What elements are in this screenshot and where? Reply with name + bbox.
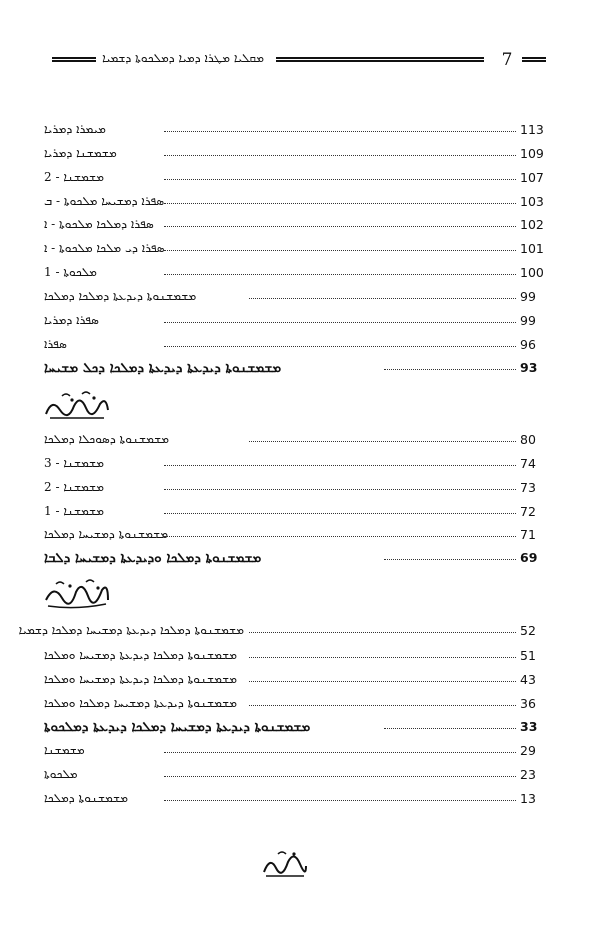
toc-entry bbox=[44, 120, 546, 140]
entry-title: ܣܦܪܐ bbox=[44, 337, 67, 351]
entry-title: ܡܫܡܫܢܐ - 2 bbox=[44, 480, 105, 494]
entry-page: 52 bbox=[520, 623, 536, 638]
entry-title: ܡܫܡܫܢܘܬܐ ܕܡܠܟܐ ܕܝܕܥܬܐ ܕܡܫܝܚܐ ܕܡܠܟܐ ܕܫܡܝܐ bbox=[18, 623, 244, 637]
dot-leader bbox=[164, 346, 516, 347]
entry-page: 103 bbox=[520, 194, 544, 209]
header-rule-left bbox=[52, 57, 96, 62]
entry-title: ܡܫܡܫܢܐ bbox=[44, 743, 85, 757]
entry-title: ܣܦܪܐ ܕܡܪܝܐ bbox=[44, 313, 99, 327]
toc-entry bbox=[44, 646, 546, 666]
dot-leader bbox=[249, 705, 516, 706]
entry-page: 33 bbox=[520, 719, 538, 734]
dot-leader bbox=[249, 298, 516, 299]
entry-page: 43 bbox=[520, 672, 536, 687]
entry-title: ܡܠܟܘܬܐ - 1 bbox=[44, 265, 97, 279]
toc-entry bbox=[44, 454, 546, 474]
dot-leader bbox=[249, 657, 516, 658]
toc-entry bbox=[44, 478, 546, 498]
toc-section-heading bbox=[44, 717, 546, 737]
header-rule-right bbox=[522, 57, 546, 62]
dot-leader bbox=[164, 203, 516, 204]
entry-page: 113 bbox=[520, 122, 544, 137]
entry-page: 102 bbox=[520, 217, 544, 232]
entry-page: 72 bbox=[520, 504, 536, 519]
toc-entry bbox=[44, 502, 546, 522]
dot-leader bbox=[164, 322, 516, 323]
header-rule-center bbox=[276, 57, 484, 62]
dot-leader bbox=[164, 800, 516, 801]
toc-entry bbox=[44, 287, 546, 307]
entry-page: 101 bbox=[520, 241, 544, 256]
entry-page: 99 bbox=[520, 289, 536, 304]
dot-leader bbox=[384, 369, 516, 370]
toc-entry bbox=[44, 215, 546, 235]
entry-title: ܡܫܡܫܢܘܬܐ ܕܡܫܝܚܐ ܕܡܠܟܐ bbox=[44, 527, 169, 541]
dot-leader bbox=[249, 441, 516, 442]
dot-leader bbox=[164, 536, 516, 537]
toc-entry bbox=[44, 670, 546, 690]
toc-section-heading bbox=[44, 358, 546, 378]
dot-leader bbox=[384, 559, 516, 560]
toc-entry bbox=[44, 765, 546, 785]
running-title: ܡܩܠܝܐ ܡܛܪܐ ܕܡܝܐ ܕܡܠܟܘܬܐ ܕܫܡܝܐ bbox=[102, 51, 264, 65]
closing-ornament-icon bbox=[260, 846, 310, 880]
toc-entry bbox=[44, 694, 546, 714]
entry-page: 107 bbox=[520, 170, 544, 185]
dot-leader bbox=[164, 489, 516, 490]
entry-page: 36 bbox=[520, 696, 536, 711]
toc-entry bbox=[44, 430, 546, 450]
entry-title: ܡܫܡܫܢܘܬܐ ܕܝܕܥܬܐ ܕܡܫܝܚܐ ܕܡܠܟܐ ܕܝܕܥܬܐ ܕܡܠܟܘܬܐ bbox=[44, 719, 311, 735]
toc-entry bbox=[44, 741, 546, 761]
entry-title: ܡܫܡܫܢܘܬܐ ܕܣܘܟܠܐ ܕܡܠܟܐ bbox=[44, 432, 170, 446]
entry-title: ܣܦܪܐ ܕܡܠܟܐ ܡܠܟܘܬܐ - ܐ bbox=[44, 217, 154, 231]
calligraphic-ornament-icon bbox=[42, 388, 112, 424]
toc-entry bbox=[44, 192, 546, 212]
toc-entry bbox=[44, 263, 546, 283]
entry-page: 71 bbox=[520, 527, 536, 542]
dot-leader bbox=[164, 226, 516, 227]
entry-page: 51 bbox=[520, 648, 536, 663]
entry-page: 96 bbox=[520, 337, 536, 352]
entry-page: 13 bbox=[520, 791, 536, 806]
toc-entry bbox=[44, 239, 546, 259]
entry-page: 99 bbox=[520, 313, 536, 328]
dot-leader bbox=[164, 465, 516, 466]
dot-leader bbox=[164, 776, 516, 777]
dot-leader bbox=[164, 179, 516, 180]
entry-title: ܡܫܡܫܢܐ - 3 bbox=[44, 456, 105, 470]
entry-title: ܡܫܡܫܢܘܬܐ ܕܡܠܟܐ bbox=[44, 791, 128, 805]
dot-leader bbox=[164, 752, 516, 753]
dot-leader bbox=[164, 274, 516, 275]
entry-page: 73 bbox=[520, 480, 536, 495]
entry-title: ܣܦܪܐ ܕܝ ܡܠܟܐ ܡܠܟܘܬܐ - ܐ bbox=[44, 241, 165, 255]
entry-title: ܡܫܡܫܢܘܬܐ ܕܡܠܟܐ ܕܝܕܥܬܐ ܕܡܫܝܚܐ ܘܡܠܟܐ bbox=[44, 672, 238, 686]
entry-title: ܡܫܡܫܢܐ - 2 bbox=[44, 170, 105, 184]
entry-page: 74 bbox=[520, 456, 536, 471]
dot-leader bbox=[164, 513, 516, 514]
entry-title: ܡܫܡܫܢܘܬܐ ܕܝܕܥܬܐ ܕܡܠܟܐ ܕܡܠܟܐ bbox=[44, 289, 197, 303]
calligraphic-ornament-icon bbox=[42, 576, 112, 612]
dot-leader bbox=[249, 632, 516, 633]
entry-title: ܡܫܡܫܢܐ ܕܡܪܝܐ bbox=[44, 146, 117, 160]
entry-title: ܡܝܡܪܐ ܕܡܪܝܐ bbox=[44, 122, 106, 136]
entry-page: 29 bbox=[520, 743, 536, 758]
dot-leader bbox=[164, 155, 516, 156]
page-number: 7 bbox=[501, 50, 513, 70]
entry-page: 100 bbox=[520, 265, 544, 280]
entry-title: ܡܫܡܫܢܐ - 1 bbox=[44, 504, 105, 518]
toc-entry bbox=[44, 525, 546, 545]
toc-entry bbox=[44, 311, 546, 331]
toc-entry bbox=[44, 144, 546, 164]
toc-entry bbox=[44, 335, 546, 355]
dot-leader bbox=[164, 131, 516, 132]
toc-section-heading bbox=[44, 548, 546, 568]
entry-page: 80 bbox=[520, 432, 536, 447]
entry-title: ܡܠܟܘܬܐ bbox=[44, 767, 78, 781]
dot-leader bbox=[164, 250, 516, 251]
toc-entry bbox=[44, 168, 546, 188]
entry-page: 23 bbox=[520, 767, 536, 782]
dot-leader bbox=[384, 728, 516, 729]
dot-leader bbox=[249, 681, 516, 682]
entry-title: ܡܫܡܫܢܘܬܐ ܕܡܠܟܐ ܕܝܕܥܬܐ ܕܡܫܝܚܐ ܘܡܠܟܐ bbox=[44, 648, 238, 662]
entry-title: ܡܫܡܫܢܘܬܐ ܕܡܠܟܐ ܘܕܝܕܥܬܐ ܕܡܫܝܚܐ ܕܠܒܐ bbox=[44, 550, 262, 566]
toc-entry bbox=[18, 621, 546, 641]
entry-page: 109 bbox=[520, 146, 544, 161]
entry-page: 93 bbox=[520, 360, 538, 375]
entry-title: ܡܫܡܫܢܘܬܐ ܕܝܕܥܬܐ ܕܝܕܥܬܐ ܕܡܠܟܐ ܕܟܠ ܡܫܝܚܐ bbox=[44, 360, 282, 376]
toc-entry bbox=[44, 789, 546, 809]
entry-title: ܣܦܪܐ ܕܡܫܝܚܐ ܡܠܟܘܬܐ - ܒ bbox=[44, 194, 165, 208]
entry-page: 69 bbox=[520, 550, 538, 565]
entry-title: ܡܫܡܫܢܘܬܐ ܕܝܕܥܬܐ ܕܡܫܝܚܐ ܕܡܠܟܐ ܘܡܠܟܐ bbox=[44, 696, 238, 710]
